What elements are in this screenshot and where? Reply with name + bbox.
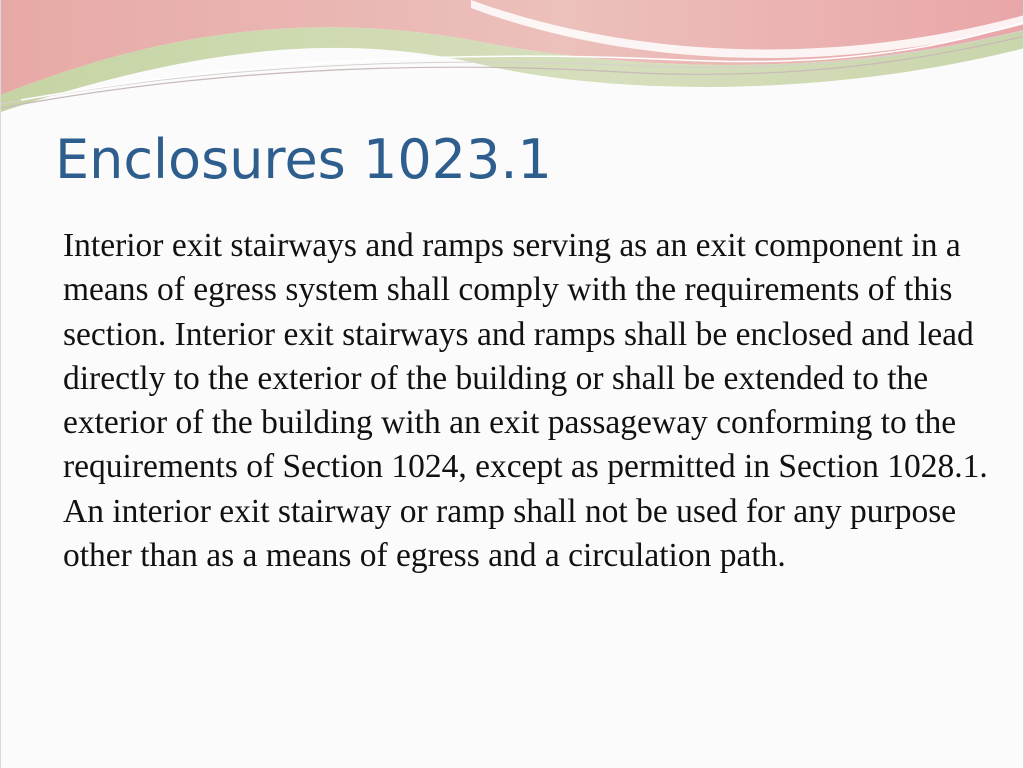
slide-title: Enclosures 1023.1	[55, 128, 552, 191]
slide-body-text: Interior exit stairways and ramps serving as an exit component in a means of egress system shall comply with the requirements of this section. Interior exit stairways and ramps shall be enclosed and lead directly to the exterior of the building or shall be extended to the exterior of the building with an exit passageway conforming to the requirements of Section 1024, except as permitted in Section 1028.1. An interior exit stairway or ramp shall not be used for any purpose other than as a means of egress and a circulation path.	[63, 227, 988, 575]
header-swoosh-decoration	[1, 0, 1024, 140]
